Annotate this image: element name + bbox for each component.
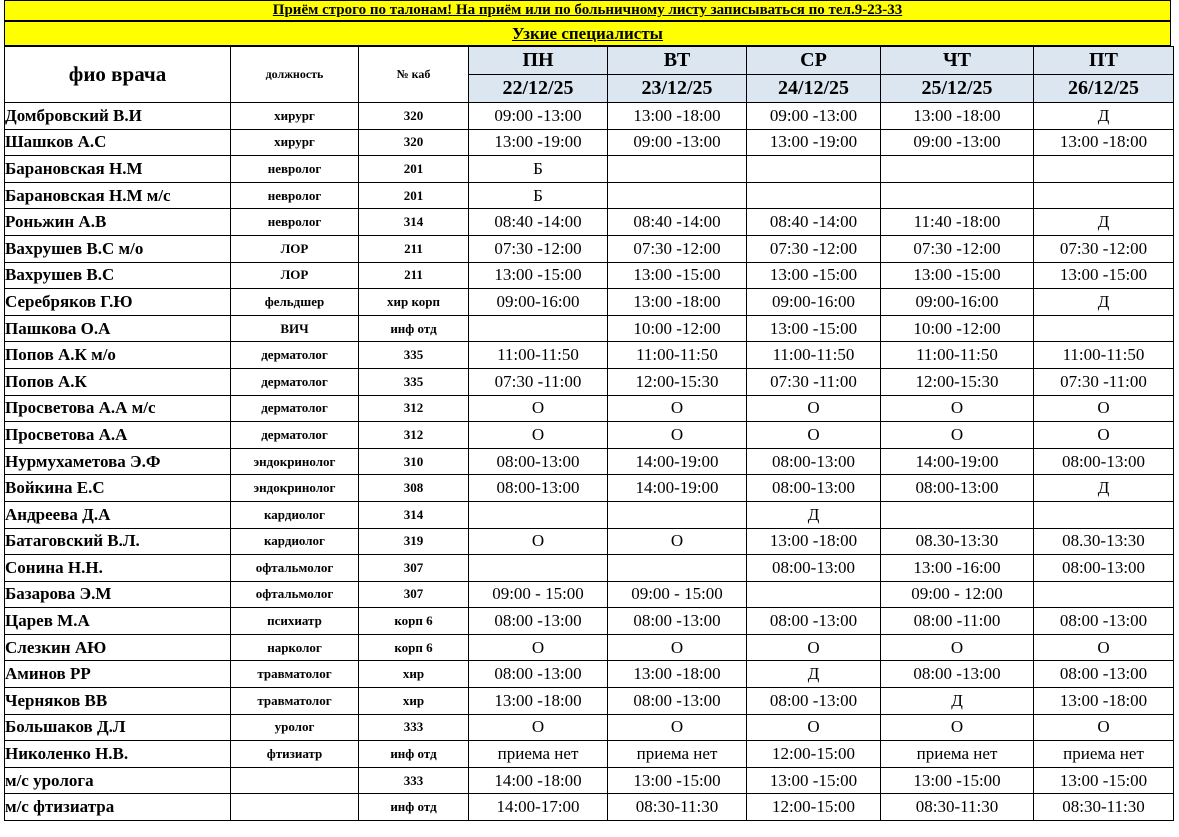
doctor-name: Шашков А.С [5, 129, 231, 156]
doctor-name: Роньжин А.В [5, 209, 231, 236]
schedule-cell-mon: приема нет [469, 741, 608, 768]
schedule-cell-wed: О [747, 422, 881, 449]
doctor-position: офтальмолог [231, 581, 359, 608]
doctor-name: Пашкова О.А [5, 315, 231, 342]
schedule-cell-tue: 08:40 -14:00 [608, 209, 747, 236]
schedule-cell-mon: 09:00-16:00 [469, 289, 608, 316]
notice-subtext: На приём или по больничному листу записываться по тел. [452, 2, 855, 18]
schedule-cell-tue: 08:00 -13:00 [608, 688, 747, 715]
room-number: инф отд [359, 741, 469, 768]
doctor-name: Просветова А.А м/с [5, 395, 231, 422]
doctor-name: м/с фтизиатра [5, 794, 231, 821]
table-row [5, 289, 1174, 316]
doctor-position: дерматолог [231, 422, 359, 449]
schedule-cell-fri: 07:30 -11:00 [1034, 368, 1174, 395]
doctor-name: Сонина Н.Н. [5, 555, 231, 582]
schedule-cell-mon: 13:00 -15:00 [469, 262, 608, 289]
room-number: 333 [359, 714, 469, 741]
schedule-cell-wed: 11:00-11:50 [747, 342, 881, 369]
schedule-cell-thu: 08:00-13:00 [881, 475, 1034, 502]
schedule-cell-tue [608, 555, 747, 582]
schedule-cell-wed: 12:00-15:00 [747, 741, 881, 768]
room-number: 314 [359, 501, 469, 528]
schedule-cell-mon: 13:00 -18:00 [469, 688, 608, 715]
doctor-position: дерматолог [231, 368, 359, 395]
doctor-name: Попов А.К м/о [5, 342, 231, 369]
col-header-doctor: фио врача [5, 47, 231, 103]
schedule-cell-thu: 11:00-11:50 [881, 342, 1034, 369]
room-number: 320 [359, 129, 469, 156]
table-row [5, 182, 1174, 209]
phone-number: 9-23-33 [854, 2, 903, 18]
doctor-position: фтизиатр [231, 741, 359, 768]
doctor-name: Домбровский В.И [5, 103, 231, 130]
doctor-name: Вахрушев В.С м/о [5, 235, 231, 262]
doctor-position: хирург [231, 129, 359, 156]
day-header-tue: ВТ [608, 47, 747, 75]
room-number: корп 6 [359, 608, 469, 635]
schedule-cell-wed [747, 581, 881, 608]
schedule-cell-tue: О [608, 634, 747, 661]
notice-banner [4, 0, 1171, 21]
schedule-cell-tue: 08:00 -13:00 [608, 608, 747, 635]
doctor-name: Просветова А.А [5, 422, 231, 449]
schedule-cell-fri: 13:00 -18:00 [1034, 688, 1174, 715]
schedule-cell-wed: 13:00 -19:00 [747, 129, 881, 156]
schedule-cell-wed: 08:00-13:00 [747, 555, 881, 582]
schedule-cell-mon: 08:40 -14:00 [469, 209, 608, 236]
schedule-cell-mon [469, 555, 608, 582]
schedule-cell-thu: 09:00-16:00 [881, 289, 1034, 316]
schedule-cell-tue: 09:00 -13:00 [608, 129, 747, 156]
schedule-cell-fri: О [1034, 714, 1174, 741]
date-header-tue: 23/12/25 [608, 75, 747, 103]
doctor-name: Андреева Д.А [5, 501, 231, 528]
schedule-cell-tue [608, 182, 747, 209]
schedule-cell-tue: О [608, 714, 747, 741]
schedule-cell-thu [881, 156, 1034, 183]
schedule-cell-mon: О [469, 634, 608, 661]
table-row [5, 422, 1174, 449]
schedule-cell-thu: 14:00-19:00 [881, 448, 1034, 475]
schedule-cell-fri: 07:30 -12:00 [1034, 235, 1174, 262]
room-number: 312 [359, 395, 469, 422]
room-number: 310 [359, 448, 469, 475]
table-row [5, 368, 1174, 395]
doctor-name: Барановская Н.М м/с [5, 182, 231, 209]
schedule-cell-thu: О [881, 422, 1034, 449]
table-row [5, 528, 1174, 555]
doctor-position: дерматолог [231, 342, 359, 369]
doctor-name: м/с уролога [5, 767, 231, 794]
doctor-name: Аминов РР [5, 661, 231, 688]
schedule-cell-mon: 14:00 -18:00 [469, 767, 608, 794]
schedule-cell-fri: О [1034, 422, 1174, 449]
schedule-cell-thu: 13:00 -18:00 [881, 103, 1034, 130]
doctor-position: офтальмолог [231, 555, 359, 582]
schedule-cell-mon: 07:30 -11:00 [469, 368, 608, 395]
schedule-cell-thu: 10:00 -12:00 [881, 315, 1034, 342]
schedule-cell-mon: О [469, 714, 608, 741]
doctor-name: Большаков Д.Л [5, 714, 231, 741]
doctor-name: Слезкин АЮ [5, 634, 231, 661]
date-header-mon: 22/12/25 [469, 75, 608, 103]
table-row [5, 767, 1174, 794]
table-row [5, 448, 1174, 475]
schedule-cell-thu: 11:40 -18:00 [881, 209, 1034, 236]
doctor-name: Войкина Е.С [5, 475, 231, 502]
schedule-cell-mon: 08:00-13:00 [469, 475, 608, 502]
schedule-cell-wed: 13:00 -15:00 [747, 315, 881, 342]
schedule-cell-thu: 09:00 -13:00 [881, 129, 1034, 156]
doctor-name: Батаговский В.Л. [5, 528, 231, 555]
table-row [5, 315, 1174, 342]
doctor-position: травматолог [231, 661, 359, 688]
schedule-cell-wed: О [747, 634, 881, 661]
table-row [5, 475, 1174, 502]
schedule-cell-thu: 09:00 - 12:00 [881, 581, 1034, 608]
table-row [5, 342, 1174, 369]
date-header-thu: 25/12/25 [881, 75, 1034, 103]
section-title [4, 21, 1171, 46]
room-number: хир [359, 688, 469, 715]
schedule-cell-mon: 13:00 -19:00 [469, 129, 608, 156]
schedule-cell-mon: 14:00-17:00 [469, 794, 608, 821]
schedule-cell-tue: приема нет [608, 741, 747, 768]
schedule-cell-tue: 13:00 -18:00 [608, 661, 747, 688]
day-header-fri: ПТ [1034, 47, 1174, 75]
schedule-cell-fri: 08:00-13:00 [1034, 448, 1174, 475]
room-number: 308 [359, 475, 469, 502]
schedule-cell-mon: 08:00-13:00 [469, 448, 608, 475]
room-number: хир корп [359, 289, 469, 316]
schedule-cell-fri: О [1034, 395, 1174, 422]
schedule-cell-thu: 13:00 -15:00 [881, 767, 1034, 794]
schedule-cell-thu: 13:00 -16:00 [881, 555, 1034, 582]
schedule-cell-fri [1034, 156, 1174, 183]
schedule-table [4, 46, 1174, 821]
schedule-cell-tue: 14:00-19:00 [608, 448, 747, 475]
schedule-cell-thu: О [881, 634, 1034, 661]
schedule-cell-thu: 07:30 -12:00 [881, 235, 1034, 262]
table-row [5, 156, 1174, 183]
room-number: 201 [359, 156, 469, 183]
schedule-cell-mon [469, 315, 608, 342]
schedule-cell-fri: 08.30-13:30 [1034, 528, 1174, 555]
schedule-cell-tue: 12:00-15:30 [608, 368, 747, 395]
col-header-room: № каб [359, 47, 469, 103]
schedule-cell-wed: 07:30 -12:00 [747, 235, 881, 262]
schedule-cell-fri: 13:00 -18:00 [1034, 129, 1174, 156]
doctor-position: уролог [231, 714, 359, 741]
schedule-cell-fri [1034, 501, 1174, 528]
schedule-cell-wed: 08:40 -14:00 [747, 209, 881, 236]
schedule-cell-mon: 08:00 -13:00 [469, 608, 608, 635]
schedule-cell-tue: 14:00-19:00 [608, 475, 747, 502]
doctor-position: фельдшер [231, 289, 359, 316]
doctor-position: ВИЧ [231, 315, 359, 342]
doctor-position: невролог [231, 156, 359, 183]
table-row [5, 661, 1174, 688]
room-number: инф отд [359, 794, 469, 821]
doctor-name: Вахрушев В.С [5, 262, 231, 289]
schedule-cell-wed [747, 182, 881, 209]
schedule-cell-tue: 13:00 -15:00 [608, 262, 747, 289]
doctor-position: кардиолог [231, 528, 359, 555]
schedule-cell-fri: 13:00 -15:00 [1034, 767, 1174, 794]
schedule-cell-mon: 07:30 -12:00 [469, 235, 608, 262]
doctor-name: Царев М.А [5, 608, 231, 635]
doctor-position: ЛОР [231, 235, 359, 262]
schedule-cell-fri: Д [1034, 475, 1174, 502]
schedule-cell-wed: 07:30 -11:00 [747, 368, 881, 395]
doctor-name: Попов А.К [5, 368, 231, 395]
schedule-cell-wed: 09:00 -13:00 [747, 103, 881, 130]
schedule-cell-tue: 11:00-11:50 [608, 342, 747, 369]
table-row [5, 235, 1174, 262]
schedule-cell-wed: 09:00-16:00 [747, 289, 881, 316]
schedule-cell-fri: 11:00-11:50 [1034, 342, 1174, 369]
schedule-cell-mon: Б [469, 156, 608, 183]
table-row [5, 714, 1174, 741]
schedule-cell-tue: 10:00 -12:00 [608, 315, 747, 342]
room-number: 211 [359, 262, 469, 289]
room-number: 335 [359, 342, 469, 369]
schedule-cell-tue [608, 156, 747, 183]
schedule-cell-tue: 13:00 -15:00 [608, 767, 747, 794]
table-row [5, 608, 1174, 635]
schedule-cell-thu [881, 501, 1034, 528]
room-number: 314 [359, 209, 469, 236]
room-number: 307 [359, 581, 469, 608]
schedule-cell-thu: О [881, 395, 1034, 422]
schedule-cell-fri: 08:00 -13:00 [1034, 661, 1174, 688]
table-row [5, 634, 1174, 661]
schedule-cell-wed: 08:00-13:00 [747, 448, 881, 475]
schedule-cell-wed: 13:00 -18:00 [747, 528, 881, 555]
schedule-cell-mon: 09:00 - 15:00 [469, 581, 608, 608]
doctor-position: травматолог [231, 688, 359, 715]
table-row [5, 262, 1174, 289]
schedule-cell-mon: О [469, 422, 608, 449]
doctor-position: эндокринолог [231, 448, 359, 475]
schedule-cell-thu: Д [881, 688, 1034, 715]
schedule-cell-thu: 08:30-11:30 [881, 794, 1034, 821]
schedule-cell-fri: Д [1034, 289, 1174, 316]
table-row [5, 103, 1174, 130]
table-row [5, 501, 1174, 528]
schedule-cell-tue: 08:30-11:30 [608, 794, 747, 821]
schedule-cell-mon [469, 501, 608, 528]
schedule-cell-thu: О [881, 714, 1034, 741]
room-number: 307 [359, 555, 469, 582]
doctor-name: Нурмухаметова Э.Ф [5, 448, 231, 475]
schedule-cell-fri [1034, 315, 1174, 342]
room-number: 335 [359, 368, 469, 395]
schedule-cell-thu: 12:00-15:30 [881, 368, 1034, 395]
schedule-cell-mon: О [469, 528, 608, 555]
schedule-cell-fri: 08:30-11:30 [1034, 794, 1174, 821]
room-number: 201 [359, 182, 469, 209]
schedule-cell-wed: О [747, 395, 881, 422]
doctor-position [231, 767, 359, 794]
schedule-cell-tue: 07:30 -12:00 [608, 235, 747, 262]
schedule-cell-thu: 08:00 -13:00 [881, 661, 1034, 688]
schedule-cell-fri [1034, 581, 1174, 608]
table-row [5, 129, 1174, 156]
doctor-position: нарколог [231, 634, 359, 661]
table-row [5, 209, 1174, 236]
schedule-cell-mon: 09:00 -13:00 [469, 103, 608, 130]
schedule-cell-fri: О [1034, 634, 1174, 661]
table-row [5, 794, 1174, 821]
doctor-position [231, 794, 359, 821]
schedule-cell-wed: 12:00-15:00 [747, 794, 881, 821]
section-title-text: Узкие специалисты [512, 24, 663, 43]
schedule-cell-thu: 13:00 -15:00 [881, 262, 1034, 289]
schedule-cell-wed: Д [747, 661, 881, 688]
schedule-cell-mon: 08:00 -13:00 [469, 661, 608, 688]
schedule-cell-tue [608, 501, 747, 528]
schedule-cell-fri: Д [1034, 209, 1174, 236]
day-header-mon: ПН [469, 47, 608, 75]
schedule-cell-wed: Д [747, 501, 881, 528]
schedule-cell-mon: О [469, 395, 608, 422]
doctor-position: эндокринолог [231, 475, 359, 502]
table-row [5, 688, 1174, 715]
schedule-cell-mon: 11:00-11:50 [469, 342, 608, 369]
schedule-cell-tue: О [608, 395, 747, 422]
room-number: 333 [359, 767, 469, 794]
schedule-cell-tue: 13:00 -18:00 [608, 103, 747, 130]
doctor-position: хирург [231, 103, 359, 130]
day-header-thu: ЧТ [881, 47, 1034, 75]
schedule-cell-wed: 13:00 -15:00 [747, 767, 881, 794]
doctor-name: Черняков ВВ [5, 688, 231, 715]
schedule-cell-tue: О [608, 528, 747, 555]
schedule-cell-tue: О [608, 422, 747, 449]
room-number: корп 6 [359, 634, 469, 661]
schedule-cell-thu: 08:00 -11:00 [881, 608, 1034, 635]
schedule-cell-thu: 08.30-13:30 [881, 528, 1034, 555]
date-header-wed: 24/12/25 [747, 75, 881, 103]
doctor-name: Барановская Н.М [5, 156, 231, 183]
room-number: 320 [359, 103, 469, 130]
col-header-position: должность [231, 47, 359, 103]
schedule-cell-fri: 08:00 -13:00 [1034, 608, 1174, 635]
schedule-cell-fri: приема нет [1034, 741, 1174, 768]
table-row [5, 555, 1174, 582]
doctor-name: Николенко Н.В. [5, 741, 231, 768]
schedule-cell-fri [1034, 182, 1174, 209]
schedule-cell-wed: 08:00 -13:00 [747, 688, 881, 715]
room-number: инф отд [359, 315, 469, 342]
table-row [5, 741, 1174, 768]
doctor-position: кардиолог [231, 501, 359, 528]
schedule-cell-tue: 13:00 -18:00 [608, 289, 747, 316]
doctor-name: Серебряков Г.Ю [5, 289, 231, 316]
room-number: 312 [359, 422, 469, 449]
doctor-position: невролог [231, 209, 359, 236]
schedule-cell-fri: Д [1034, 103, 1174, 130]
notice-text: Приём строго по талонам! [272, 2, 453, 18]
day-header-wed: СР [747, 47, 881, 75]
schedule-cell-wed [747, 156, 881, 183]
doctor-position: ЛОР [231, 262, 359, 289]
schedule-cell-wed: О [747, 714, 881, 741]
doctor-position: дерматолог [231, 395, 359, 422]
schedule-cell-thu [881, 182, 1034, 209]
table-row [5, 581, 1174, 608]
doctor-name: Базарова Э.М [5, 581, 231, 608]
doctor-position: психиатр [231, 608, 359, 635]
date-header-fri: 26/12/25 [1034, 75, 1174, 103]
doctor-position: невролог [231, 182, 359, 209]
schedule-cell-wed: 08:00-13:00 [747, 475, 881, 502]
room-number: 319 [359, 528, 469, 555]
schedule-cell-fri: 08:00-13:00 [1034, 555, 1174, 582]
schedule-cell-tue: 09:00 - 15:00 [608, 581, 747, 608]
schedule-cell-thu: приема нет [881, 741, 1034, 768]
schedule-cell-fri: 13:00 -15:00 [1034, 262, 1174, 289]
room-number: 211 [359, 235, 469, 262]
schedule-cell-wed: 13:00 -15:00 [747, 262, 881, 289]
schedule-cell-wed: 08:00 -13:00 [747, 608, 881, 635]
table-row [5, 395, 1174, 422]
schedule-cell-mon: Б [469, 182, 608, 209]
room-number: хир [359, 661, 469, 688]
